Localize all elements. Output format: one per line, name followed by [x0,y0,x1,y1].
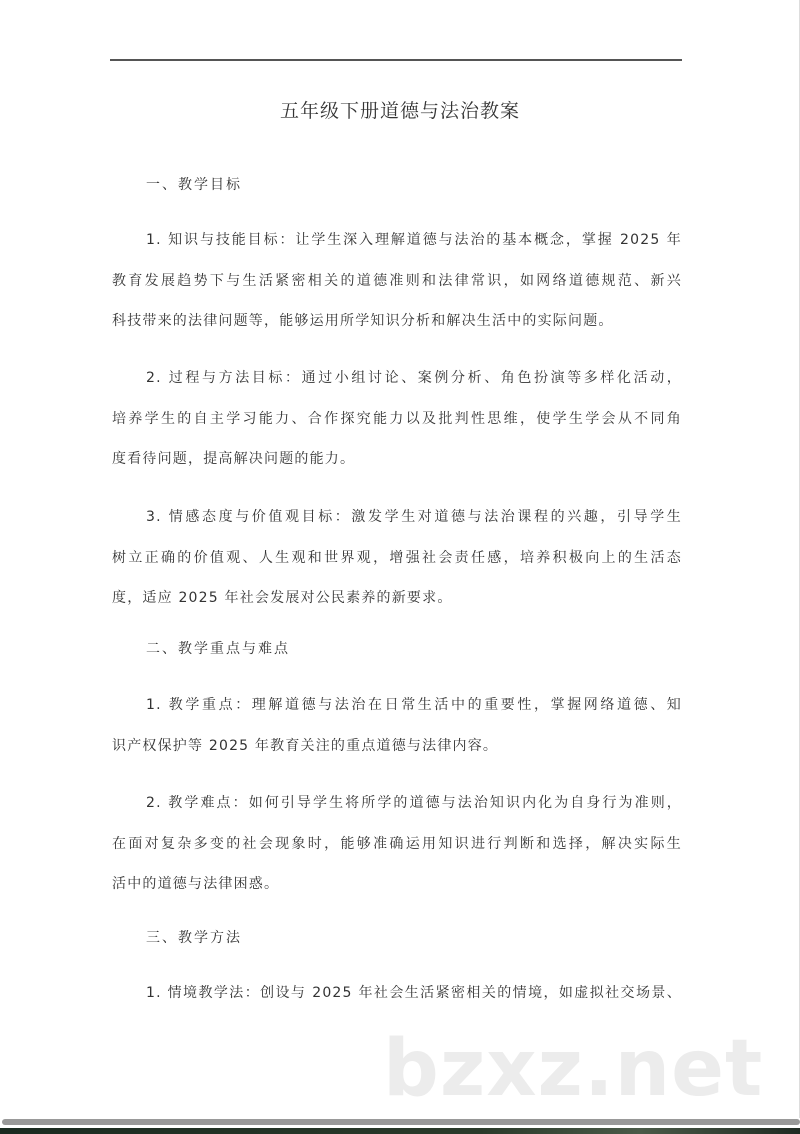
paragraph [112,230,682,352]
text-line: 培养学生的自主学习能力、合作探究能力以及批判性思维，使学生学会从不同角 [112,410,682,427]
text-line: 2. 教学难点：如何引导学生将所学的道德与法治知识内化为自身行为准则， [146,795,682,811]
desktop-background-strip [0,1128,800,1134]
section-heading: 二、教学重点与难点 [146,641,290,657]
header-rule [110,59,682,61]
document-title: 五年级下册道德与法治教案 [279,100,520,122]
text-line: 科技带来的法律问题等，能够运用所学知识分析和解决生活中的实际问题。 [112,313,614,329]
text-line: 在面对复杂多变的社会现象时，能够准确运用知识进行判断和选择，解决实际生 [112,835,682,852]
text-line: 2. 过程与方法目标：通过小组讨论、案例分析、角色扮演等多样化活动， [146,370,682,386]
text-line: 1. 知识与技能目标：让学生深入理解道德与法治的基本概念，掌握 2025 年 [146,232,682,248]
paragraph [112,983,682,1007]
text-line: 度，适应 2025 年社会发展对公民素养的新要求。 [112,590,453,606]
text-line: 1. 情境教学法：创设与 2025 年社会生活紧密相关的情境，如虚拟社交场景、 [146,985,682,1001]
paragraph [112,368,682,490]
text-line: 识产权保护等 2025 年教育关注的重点道德与法律内容。 [112,737,499,754]
paragraph [112,793,682,915]
section-heading: 三、教学方法 [146,930,242,946]
paragraph [112,507,682,629]
text-line: 教育发展趋势下与生活紧密相关的道德准则和法律常识，如网络道德规范、新兴 [112,272,682,289]
watermark: bzxz.net [383,1024,764,1114]
section-heading: 一、教学目标 [146,177,242,193]
text-line: 活中的道德与法律困惑。 [112,876,280,892]
paragraph [112,695,682,776]
text-line: 度看待问题，提高解决问题的能力。 [112,451,356,467]
horizontal-scrollbar[interactable] [2,1119,800,1125]
text-line: 树立正确的价值观、人生观和世界观，增强社会责任感，培养积极向上的生活态 [112,549,682,566]
text-line: 1. 教学重点：理解道德与法治在日常生活中的重要性，掌握网络道德、知 [146,697,682,713]
text-line: 3. 情感态度与价值观目标：激发学生对道德与法治课程的兴趣，引导学生 [146,509,682,525]
